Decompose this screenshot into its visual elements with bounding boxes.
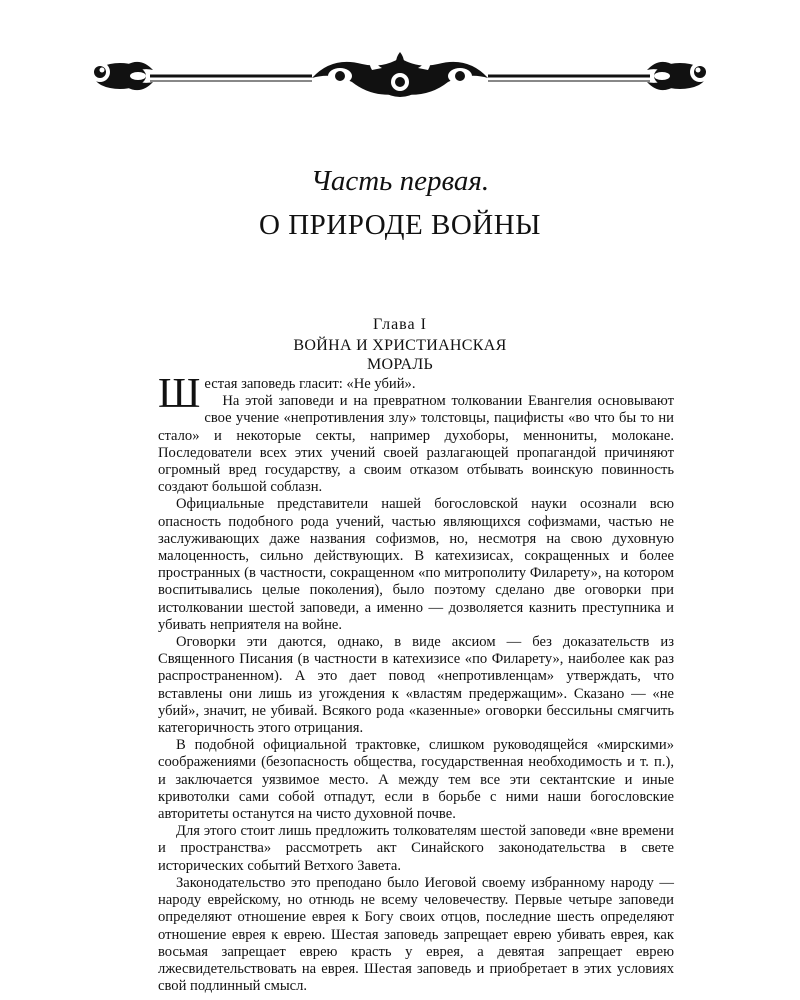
paragraph: На этой заповеди и на превратном толковании Евангелия основывают свое учение «непротивления злу» толстовцы, пацифисты «во что бы то ни стало» и некоторые секты, например духоборы, меннониты, молокане. Последователи всех этих учений своей разлагающей пропагандой причиняют огромный вред государству, а своим отказом отбывать воинскую повинность создают большой соблазн. [158,393,674,496]
body-text [158,371,674,995]
opening-line: естая заповедь гласит: «Не убий». [204,376,416,392]
paragraph: Официальные представители нашей богословской науки осознали всю опасность подобного рода учений, частью являющихся софизмами, частью не заслуживающих даже названия софизмов, но, несмотря на свою духовную малоценность, сильно действующих. В катехизисах, сокращенных и более пространных (в частности, сокращенном «по митрополиту Филарету», на котором воспитывались целые поколения), было поэтому сделано две оговорки при истолковании шестой заповеди, а именно — дозволяется казнить преступника и убивать неприятеля на войне. [158,496,674,633]
paragraph: В подобной официальной трактовке, слишком руководящейся «мирскими» соображениями (безопасность общества, государственная необходимость и т. п.), и заключается уязвимое место. А между тем все эти сектантские и иные кривотолки сами собой отпадут, если в борьбе с ними наши богословские авторитеты останутся на чисто духовной почве. [158,737,674,823]
chapter-title-line-2: МОРАЛЬ [366,356,434,373]
part-name: О ПРИРОДЕ ВОЙНЫ [259,209,541,241]
paragraph: Оговорки эти даются, однако, в виде аксиом — без доказательств из Священного Писания (в частности в катехизисе «по Филарету», наиболее как раз распространенном). А это дает повод «непротивленцам» утверждать, что вставлены они лишь из угождения к «властям предержащим». Сказано — «не убий», значит, не убивай. Всякого рода «казенные» оговорки бессильны смягчить категоричность этого отрицания. [158,634,674,737]
paragraph: Для этого стоит лишь предложить толкователям шестой заповеди «вне времени и пространства» рассмотреть акт Синайского законодательства в свете исторических событий Ветхого Завета. [158,823,674,874]
chapter-title [0,336,800,374]
part-label: Часть первая. [310,165,490,197]
floral-scroll-icon [80,50,720,106]
paragraph-opening [158,371,674,417]
chapter-title-line-1: ВОЙНА И ХРИСТИАНСКАЯ [293,337,507,354]
drop-cap: Ш [158,371,201,417]
chapter-number: Глава I [373,316,427,333]
paragraph: Законодательство это преподано было Иеговой своему избранному народу — народу еврейскому, но отнюдь не всему человечеству. Первые четыре заповеди определяют отношение еврея к Богу своих отцов, последние шесть определяют отношение еврея к еврею. Шестая заповедь запрещает еврею убивать еврея, как восьмая запрещает еврею красть у еврея, а девятая запрещает еврею лжесвидетельствовать на еврея. Шестая заповедь и приобретает в этих условиях свой подлинный смысл. [158,874,674,995]
